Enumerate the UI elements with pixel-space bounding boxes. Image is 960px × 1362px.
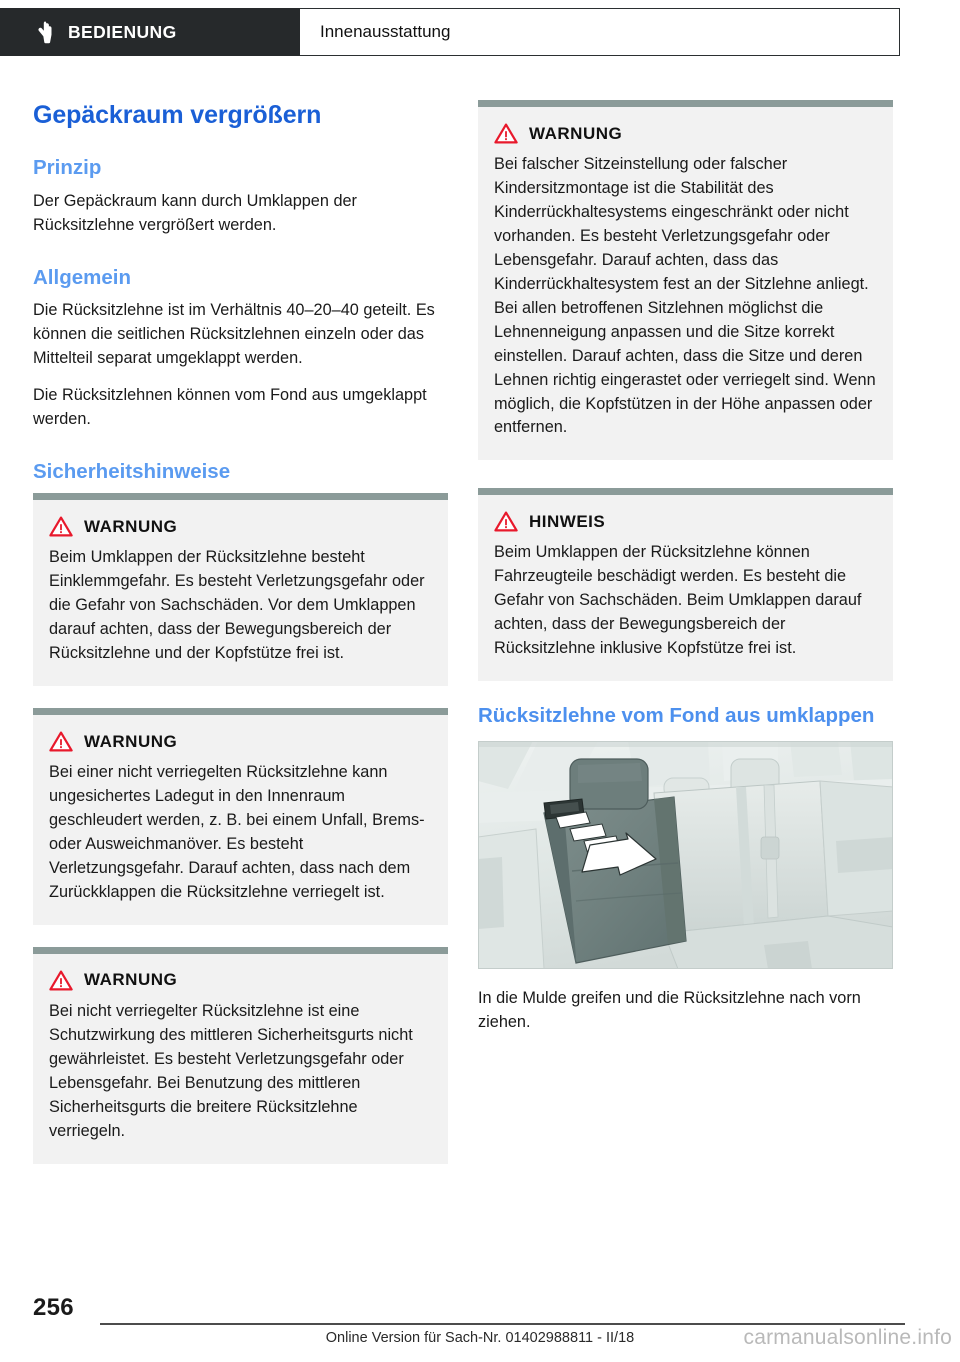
prinzip-paragraph: Der Gepäckraum kann durch Umklappen der Rücksitzlehne vergrößert werden.	[33, 191, 357, 234]
heading-sicherheitshinweise: Sicherheitshinweise	[33, 459, 231, 483]
warning-box-text: Bei nicht verriegelter Rücksitzlehne ist eine Schutzwirkung des mittleren Sicherheitsgurts nicht gewährleistet. Es besteht Verletzungsgefahr oder Lebensgefahr. Bei Benutzung des mittleren Sicherheitsgurts die breitere Rücksitzlehne verriegeln.	[49, 1001, 413, 1140]
warning-box-label: WARNUNG	[529, 123, 623, 143]
warning-box-header	[49, 516, 432, 537]
warning-box-label: WARNUNG	[84, 516, 178, 536]
figure-graphic	[478, 741, 893, 969]
site-watermark: carmanualsonline.info	[743, 1326, 952, 1349]
page-footer	[0, 1290, 960, 1362]
page-header	[0, 8, 900, 56]
warning-box	[33, 493, 448, 686]
heading-allgemein: Allgemein	[33, 265, 131, 289]
pointing-hand-icon	[34, 20, 54, 44]
footer-divider	[100, 1323, 905, 1325]
warning-box-text: Beim Umklappen der Rücksitzlehne besteht Einklemmgefahr. Es besteht Verletzungsgefahr oder die Gefahr von Sachschäden. Vor dem Umklappen darauf achten, dass der Bewegungsbereich der Rücksitzlehne und der Kopfstütze frei ist.	[49, 548, 425, 663]
notice-box-label: HINWEIS	[529, 511, 606, 531]
warning-box-header	[49, 970, 432, 991]
header-chapter-label: BEDIENUNG	[68, 21, 177, 42]
warning-triangle-icon	[49, 731, 73, 752]
warning-box	[478, 100, 893, 460]
warning-box-header	[49, 731, 432, 752]
warning-box	[33, 947, 448, 1164]
warning-triangle-icon	[49, 516, 73, 537]
notice-box-text: Beim Umklappen der Rücksitzlehne können Fahrzeugteile beschädigt werden. Es besteht die Gefahr von Sachschäden. Beim Umklappen darauf achten, dass der Bewegungsbereich der Rücksitzlehne inklusive Kopfstütze frei ist.	[494, 543, 862, 658]
warning-box	[33, 708, 448, 925]
footer-online-version: Online Version für Sach-Nr. 01402988811 - II/18	[325, 1330, 635, 1346]
warning-triangle-icon	[494, 511, 518, 532]
allgemein-paragraph-2: Die Rücksitzlehnen können vom Fond aus umgeklappt werden.	[33, 385, 427, 428]
heading-ruecksitzlehne-umklappen: Rücksitzlehne vom Fond aus umklappen	[478, 704, 875, 728]
warning-box-text: Bei falscher Sitzeinstellung oder falscher Kindersitzmontage ist die Stabilität des Kinderrückhaltesystems eingeschränkt oder nicht vorhanden. Es besteht Verletzungsgefahr oder Lebensgefahr. Darauf achten, dass das Kinderrückhaltesystem fest an der Sitzlehne anliegt. Bei allen betroffenen Sitzlehnen möglichst die Lehnenneigung anpassen und die Sitze korrekt einstellen. Darauf achten, dass die Sitze und deren Lehnen richtig eingerastet oder verriegelt sind. Wenn möglich, die Kopfstützen in der Höhe anpassen oder entfernen.	[494, 155, 876, 437]
warning-triangle-icon	[49, 970, 73, 991]
rear-seat-backrest-fold-illustration	[478, 741, 893, 969]
header-section-label: Innenausstattung	[320, 22, 451, 41]
header-chapter-tab[interactable]	[0, 8, 300, 56]
page-title: Gepäckraum vergrößern	[33, 101, 322, 129]
left-column	[33, 100, 448, 1186]
notice-box	[478, 488, 893, 681]
page-number: 256	[33, 1294, 74, 1321]
warning-box-label: WARNUNG	[84, 731, 178, 751]
figure-caption: In die Mulde greifen und die Rücksitzlehne nach vorn ziehen.	[478, 989, 861, 1032]
warning-box-header	[494, 123, 877, 144]
notice-box-header	[494, 511, 877, 532]
warning-triangle-icon	[494, 123, 518, 144]
allgemein-paragraph-1: Die Rücksitzlehne ist im Verhältnis 40–20–40 geteilt. Es können die seitlichen Rücksitzlehnen einzeln oder das Mittelteil separat umgeklappt werden.	[33, 301, 435, 367]
warning-box-label: WARNUNG	[84, 970, 178, 990]
heading-prinzip: Prinzip	[33, 156, 102, 179]
right-column	[478, 100, 893, 1035]
header-section-tab[interactable]	[300, 8, 900, 56]
warning-box-text: Bei einer nicht verriegelten Rücksitzlehne kann ungesichertes Ladegut in den Innenraum geschleudert werden, z. B. bei einem Unfall, Brems- oder Ausweichmanöver. Es besteht Verletzungsgefahr. Darauf achten, dass nach dem Zurückklappen die Rücksitzlehne verriegelt ist.	[49, 763, 425, 901]
